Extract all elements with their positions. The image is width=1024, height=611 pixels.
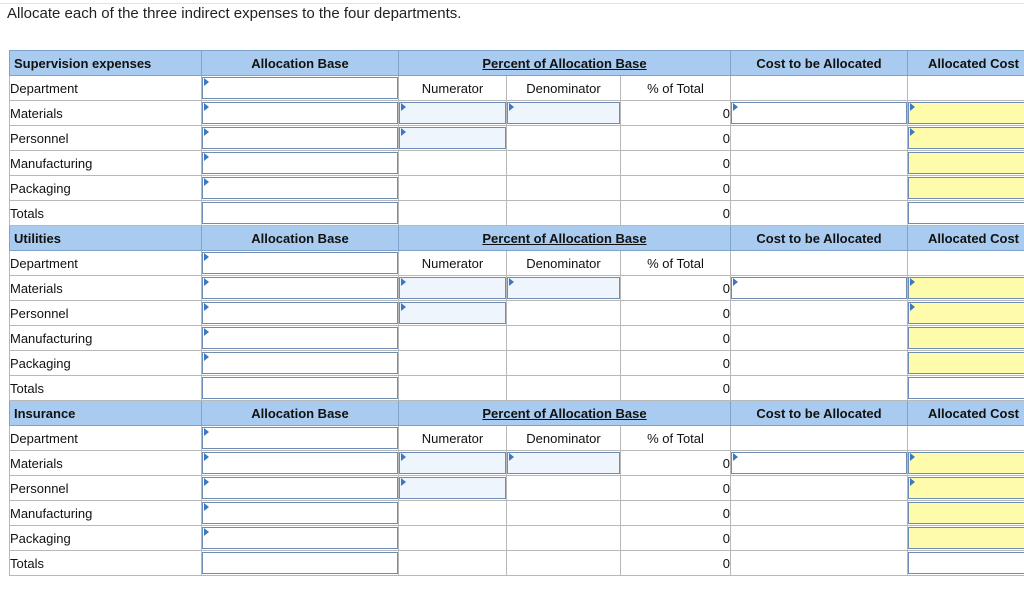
supervision-personnel-row (10, 126, 1024, 151)
insurance-personnel-row (10, 476, 1024, 501)
allocated-blank (908, 251, 1024, 276)
insurance-materials-row (10, 451, 1024, 476)
pct-of-total-header (621, 251, 731, 276)
insurance-manufacturing-row (10, 501, 1024, 526)
utilities-personnel-pct-value-text: 0 (722, 305, 730, 321)
department-label (10, 426, 202, 451)
utilities-materials-pct-value (621, 276, 731, 301)
utilities-total-allocated-cost-input-cell[interactable] (908, 376, 1024, 401)
numerator-blank (399, 351, 507, 376)
utilities-cost-to-be-allocated-input-cell[interactable] (731, 276, 908, 301)
supervision-section-title-text: Supervision expenses (14, 55, 152, 71)
numerator-header (399, 76, 507, 101)
insurance-packaging-allocated-cost-input-cell[interactable] (908, 526, 1024, 551)
numerator-header (399, 251, 507, 276)
supervision-totals-row (10, 201, 1024, 226)
numerator-blank (399, 551, 507, 576)
department-name (10, 176, 202, 201)
utilities-materials-denominator-input[interactable] (507, 277, 620, 299)
utilities-manufacturing-row (10, 326, 1024, 351)
supervision-materials-pct-value (621, 101, 731, 126)
supervision-personnel-numerator-input-cell[interactable] (399, 126, 507, 151)
numerator-blank (399, 501, 507, 526)
insurance-manufacturing-allocation-base-input-cell[interactable] (202, 501, 399, 526)
supervision-manufacturing-allocation-base-input-cell[interactable] (202, 151, 399, 176)
insurance-manufacturing-allocation-base-input[interactable] (202, 502, 398, 524)
denominator-blank (507, 551, 621, 576)
supervision-section-title (10, 51, 202, 76)
department-name-text: Materials (10, 280, 63, 296)
supervision-materials-pct-value-text: 0 (722, 105, 730, 121)
pct-of-total-header (621, 76, 731, 101)
cost-to-be-allocated-header-text: Cost to be Allocated (756, 55, 882, 71)
supervision-header-row (10, 51, 1024, 76)
insurance-personnel-numerator-input[interactable] (399, 477, 506, 499)
insurance-materials-denominator-input[interactable] (507, 452, 620, 474)
utilities-personnel-row (10, 301, 1024, 326)
department-name (10, 151, 202, 176)
denominator-blank (507, 476, 621, 501)
allocated-blank (908, 426, 1024, 451)
insurance-materials-pct-value (621, 451, 731, 476)
utilities-materials-allocation-base-input-cell[interactable] (202, 276, 399, 301)
insurance-personnel-pct-value-text: 0 (722, 480, 730, 496)
allocated-cost-header (908, 51, 1024, 76)
insurance-personnel-allocated-cost-input[interactable] (908, 477, 1024, 499)
utilities-materials-pct-value-text: 0 (722, 280, 730, 296)
supervision-materials-row (10, 101, 1024, 126)
supervision-cost-to-be-allocated-input-cell[interactable] (731, 101, 908, 126)
utilities-packaging-allocation-base-input[interactable] (202, 352, 398, 374)
supervision-manufacturing-allocated-cost-input-cell[interactable] (908, 151, 1024, 176)
utilities-personnel-numerator-input-cell[interactable] (399, 301, 507, 326)
insurance-section-title (10, 401, 202, 426)
numerator-blank (399, 176, 507, 201)
denominator-blank (507, 376, 621, 401)
allocated-cost-header (908, 401, 1024, 426)
supervision-allocation-base-unit-input[interactable] (202, 77, 398, 99)
department-name (10, 351, 202, 376)
cost-to-be-allocated-header (731, 51, 908, 76)
numerator-header-text: Numerator (421, 430, 484, 446)
utilities-allocation-base-unit-input[interactable] (202, 252, 398, 274)
department-label-text: Department (10, 255, 78, 271)
cost-blank (731, 126, 908, 151)
insurance-materials-denominator-input-cell[interactable] (507, 451, 621, 476)
percent-of-allocation-base-header (399, 226, 731, 251)
denominator-blank (507, 201, 621, 226)
supervision-packaging-pct-value-text: 0 (722, 180, 730, 196)
denominator-blank (507, 301, 621, 326)
insurance-packaging-pct-value-text: 0 (722, 530, 730, 546)
utilities-packaging-allocation-base-input-cell[interactable] (202, 351, 399, 376)
utilities-personnel-allocation-base-input-cell[interactable] (202, 301, 399, 326)
department-name-text: Personnel (10, 480, 69, 496)
department-name (10, 326, 202, 351)
utilities-total-allocation-base-input[interactable] (202, 377, 398, 399)
department-label (10, 251, 202, 276)
utilities-allocation-base-unit-input-cell[interactable] (202, 251, 399, 276)
utilities-section-title-text: Utilities (14, 230, 61, 246)
supervision-subheader-row (10, 76, 1024, 101)
insurance-total-pct-value (621, 551, 731, 576)
insurance-manufacturing-pct-value-text: 0 (722, 505, 730, 521)
totals-label-text: Totals (10, 555, 44, 571)
department-name-text: Packaging (10, 180, 71, 196)
top-divider (0, 3, 1024, 4)
utilities-materials-allocation-base-input[interactable] (202, 277, 398, 299)
utilities-manufacturing-allocated-cost-input[interactable] (908, 327, 1024, 349)
supervision-total-pct-value-text: 0 (722, 205, 730, 221)
insurance-total-allocation-base-input[interactable] (202, 552, 398, 574)
department-name-text: Manufacturing (10, 330, 93, 346)
cost-to-be-allocated-header-text: Cost to be Allocated (756, 405, 882, 421)
supervision-personnel-allocated-cost-input-cell[interactable] (908, 126, 1024, 151)
allocated-blank (908, 76, 1024, 101)
cost-blank (731, 526, 908, 551)
department-label-text: Department (10, 430, 78, 446)
percent-of-allocation-base-label: Percent of Allocation Base (482, 405, 647, 421)
allocation-base-header (202, 226, 399, 251)
cost-blank (731, 426, 908, 451)
supervision-packaging-allocated-cost-input-cell[interactable] (908, 176, 1024, 201)
cost-blank (731, 251, 908, 276)
insurance-total-allocated-cost-input[interactable] (908, 552, 1024, 574)
allocated-cost-header-text: Allocated Cost (927, 230, 1019, 246)
supervision-materials-allocated-cost-input-cell[interactable] (908, 101, 1024, 126)
utilities-personnel-numerator-input[interactable] (399, 302, 506, 324)
insurance-subheader-row (10, 426, 1024, 451)
supervision-personnel-numerator-input[interactable] (399, 127, 506, 149)
supervision-packaging-pct-value (621, 176, 731, 201)
denominator-blank (507, 351, 621, 376)
utilities-manufacturing-allocation-base-input-cell[interactable] (202, 326, 399, 351)
supervision-personnel-pct-value (621, 126, 731, 151)
cost-blank (731, 76, 908, 101)
allocation-base-header (202, 51, 399, 76)
supervision-personnel-pct-value-text: 0 (722, 130, 730, 146)
utilities-personnel-allocation-base-input[interactable] (202, 302, 398, 324)
supervision-materials-denominator-input-cell[interactable] (507, 101, 621, 126)
department-name (10, 276, 202, 301)
numerator-blank (399, 526, 507, 551)
department-name (10, 301, 202, 326)
supervision-manufacturing-pct-value (621, 151, 731, 176)
pct-of-total-header-text: % of Total (647, 80, 704, 96)
denominator-blank (507, 176, 621, 201)
insurance-allocation-base-unit-input[interactable] (202, 427, 398, 449)
cost-blank (731, 326, 908, 351)
supervision-personnel-allocation-base-input-cell[interactable] (202, 126, 399, 151)
supervision-materials-allocation-base-input[interactable] (202, 102, 398, 124)
allocation-base-header-text: Allocation Base (251, 55, 349, 71)
denominator-header-text: Denominator (526, 255, 601, 271)
insurance-cost-to-be-allocated-input-cell[interactable] (731, 451, 908, 476)
cost-blank (731, 151, 908, 176)
allocated-cost-header (908, 226, 1024, 251)
insurance-materials-allocated-cost-input[interactable] (908, 452, 1024, 474)
supervision-materials-allocation-base-input-cell[interactable] (202, 101, 399, 126)
utilities-section-title (10, 226, 202, 251)
cost-to-be-allocated-header (731, 226, 908, 251)
cost-blank (731, 351, 908, 376)
utilities-manufacturing-pct-value-text: 0 (722, 330, 730, 346)
pct-of-total-header (621, 426, 731, 451)
supervision-packaging-allocated-cost-input[interactable] (908, 177, 1024, 199)
denominator-blank (507, 151, 621, 176)
supervision-materials-denominator-input[interactable] (507, 102, 620, 124)
utilities-materials-denominator-input-cell[interactable] (507, 276, 621, 301)
insurance-allocation-base-unit-input-cell[interactable] (202, 426, 399, 451)
utilities-header-row (10, 226, 1024, 251)
utilities-total-pct-value-text: 0 (722, 380, 730, 396)
utilities-materials-allocated-cost-input[interactable] (908, 277, 1024, 299)
percent-of-allocation-base-label: Percent of Allocation Base (482, 55, 647, 71)
denominator-header (507, 426, 621, 451)
department-name (10, 451, 202, 476)
utilities-materials-numerator-input[interactable] (399, 277, 506, 299)
insurance-header-row (10, 401, 1024, 426)
numerator-blank (399, 376, 507, 401)
utilities-total-allocated-cost-input[interactable] (908, 377, 1024, 399)
allocation-base-header (202, 401, 399, 426)
insurance-materials-allocated-cost-input-cell[interactable] (908, 451, 1024, 476)
cost-blank (731, 376, 908, 401)
insurance-packaging-allocation-base-input-cell[interactable] (202, 526, 399, 551)
utilities-subheader-row (10, 251, 1024, 276)
utilities-packaging-allocated-cost-input[interactable] (908, 352, 1024, 374)
pct-of-total-header-text: % of Total (647, 430, 704, 446)
utilities-total-pct-value (621, 376, 731, 401)
denominator-blank (507, 501, 621, 526)
cost-blank (731, 476, 908, 501)
department-name-text: Manufacturing (10, 505, 93, 521)
utilities-packaging-row (10, 351, 1024, 376)
supervision-manufacturing-pct-value-text: 0 (722, 155, 730, 171)
pct-of-total-header-text: % of Total (647, 255, 704, 271)
totals-label-text: Totals (10, 205, 44, 221)
utilities-packaging-allocated-cost-input-cell[interactable] (908, 351, 1024, 376)
utilities-materials-numerator-input-cell[interactable] (399, 276, 507, 301)
insurance-materials-numerator-input-cell[interactable] (399, 451, 507, 476)
insurance-materials-pct-value-text: 0 (722, 455, 730, 471)
utilities-packaging-pct-value-text: 0 (722, 355, 730, 371)
department-name (10, 501, 202, 526)
utilities-personnel-allocated-cost-input[interactable] (908, 302, 1024, 324)
instructions: Allocate each of the three indirect expenses to the four departments. (7, 5, 462, 22)
utilities-manufacturing-allocation-base-input[interactable] (202, 327, 398, 349)
supervision-allocation-base-unit-input-cell[interactable] (202, 76, 399, 101)
insurance-section-title-text: Insurance (14, 405, 76, 421)
numerator-blank (399, 151, 507, 176)
percent-of-allocation-base-header (399, 401, 731, 426)
cost-blank (731, 301, 908, 326)
utilities-total-allocation-base-input-cell[interactable] (202, 376, 399, 401)
insurance-packaging-row (10, 526, 1024, 551)
utilities-manufacturing-allocated-cost-input-cell[interactable] (908, 326, 1024, 351)
cost-to-be-allocated-header-text: Cost to be Allocated (756, 230, 882, 246)
supervision-materials-allocated-cost-input[interactable] (908, 102, 1024, 124)
department-name-text: Materials (10, 455, 63, 471)
allocation-base-header-text: Allocation Base (251, 405, 349, 421)
denominator-header (507, 76, 621, 101)
supervision-packaging-allocation-base-input[interactable] (202, 177, 398, 199)
insurance-personnel-allocation-base-input-cell[interactable] (202, 476, 399, 501)
supervision-total-allocation-base-input[interactable] (202, 202, 398, 224)
utilities-materials-allocated-cost-input-cell[interactable] (908, 276, 1024, 301)
totals-label (10, 551, 202, 576)
utilities-personnel-allocated-cost-input-cell[interactable] (908, 301, 1024, 326)
department-name (10, 526, 202, 551)
department-name-text: Manufacturing (10, 155, 93, 171)
denominator-blank (507, 526, 621, 551)
supervision-materials-numerator-input[interactable] (399, 102, 506, 124)
allocation-table (9, 50, 1024, 576)
insurance-manufacturing-allocated-cost-input-cell[interactable] (908, 501, 1024, 526)
insurance-materials-allocation-base-input-cell[interactable] (202, 451, 399, 476)
numerator-header-text: Numerator (421, 80, 484, 96)
insurance-total-allocated-cost-input-cell[interactable] (908, 551, 1024, 576)
supervision-manufacturing-allocation-base-input[interactable] (202, 152, 398, 174)
supervision-total-pct-value (621, 201, 731, 226)
utilities-materials-row (10, 276, 1024, 301)
department-name (10, 126, 202, 151)
numerator-blank (399, 326, 507, 351)
insurance-personnel-pct-value (621, 476, 731, 501)
allocated-cost-header-text: Allocated Cost (927, 405, 1019, 421)
utilities-personnel-pct-value (621, 301, 731, 326)
cost-blank (731, 551, 908, 576)
allocation-base-header-text: Allocation Base (251, 230, 349, 246)
supervision-total-allocated-cost-input[interactable] (908, 202, 1024, 224)
supervision-personnel-allocated-cost-input[interactable] (908, 127, 1024, 149)
department-label-text: Department (10, 80, 78, 96)
department-name-text: Personnel (10, 130, 69, 146)
supervision-total-allocated-cost-input-cell[interactable] (908, 201, 1024, 226)
percent-of-allocation-base-header (399, 51, 731, 76)
cost-blank (731, 501, 908, 526)
department-name (10, 476, 202, 501)
insurance-materials-allocation-base-input[interactable] (202, 452, 398, 474)
numerator-blank (399, 201, 507, 226)
insurance-materials-numerator-input[interactable] (399, 452, 506, 474)
insurance-packaging-allocation-base-input[interactable] (202, 527, 398, 549)
supervision-personnel-allocation-base-input[interactable] (202, 127, 398, 149)
insurance-packaging-allocated-cost-input[interactable] (908, 527, 1024, 549)
supervision-packaging-allocation-base-input-cell[interactable] (202, 176, 399, 201)
department-name (10, 101, 202, 126)
utilities-totals-row (10, 376, 1024, 401)
totals-label (10, 201, 202, 226)
supervision-cost-to-be-allocated-input[interactable] (731, 102, 907, 124)
insurance-packaging-pct-value (621, 526, 731, 551)
department-name-text: Packaging (10, 355, 71, 371)
department-name-text: Personnel (10, 305, 69, 321)
totals-label (10, 376, 202, 401)
insurance-total-allocation-base-input-cell[interactable] (202, 551, 399, 576)
utilities-cost-to-be-allocated-input[interactable] (731, 277, 907, 299)
totals-label-text: Totals (10, 380, 44, 396)
insurance-cost-to-be-allocated-input[interactable] (731, 452, 907, 474)
supervision-manufacturing-allocated-cost-input[interactable] (908, 152, 1024, 174)
insurance-personnel-allocation-base-input[interactable] (202, 477, 398, 499)
insurance-manufacturing-allocated-cost-input[interactable] (908, 502, 1024, 524)
supervision-manufacturing-row (10, 151, 1024, 176)
denominator-header-text: Denominator (526, 80, 601, 96)
denominator-blank (507, 326, 621, 351)
supervision-materials-numerator-input-cell[interactable] (399, 101, 507, 126)
cost-blank (731, 201, 908, 226)
denominator-header-text: Denominator (526, 430, 601, 446)
insurance-personnel-allocated-cost-input-cell[interactable] (908, 476, 1024, 501)
department-label (10, 76, 202, 101)
utilities-packaging-pct-value (621, 351, 731, 376)
numerator-header-text: Numerator (421, 255, 484, 271)
supervision-total-allocation-base-input-cell[interactable] (202, 201, 399, 226)
insurance-personnel-numerator-input-cell[interactable] (399, 476, 507, 501)
percent-of-allocation-base-label: Percent of Allocation Base (482, 230, 647, 246)
utilities-manufacturing-pct-value (621, 326, 731, 351)
department-name-text: Packaging (10, 530, 71, 546)
department-name-text: Materials (10, 105, 63, 121)
numerator-header (399, 426, 507, 451)
allocated-cost-header-text: Allocated Cost (927, 55, 1019, 71)
denominator-blank (507, 126, 621, 151)
insurance-totals-row (10, 551, 1024, 576)
supervision-packaging-row (10, 176, 1024, 201)
cost-blank (731, 176, 908, 201)
cost-to-be-allocated-header (731, 401, 908, 426)
insurance-total-pct-value-text: 0 (722, 555, 730, 571)
denominator-header (507, 251, 621, 276)
insurance-manufacturing-pct-value (621, 501, 731, 526)
